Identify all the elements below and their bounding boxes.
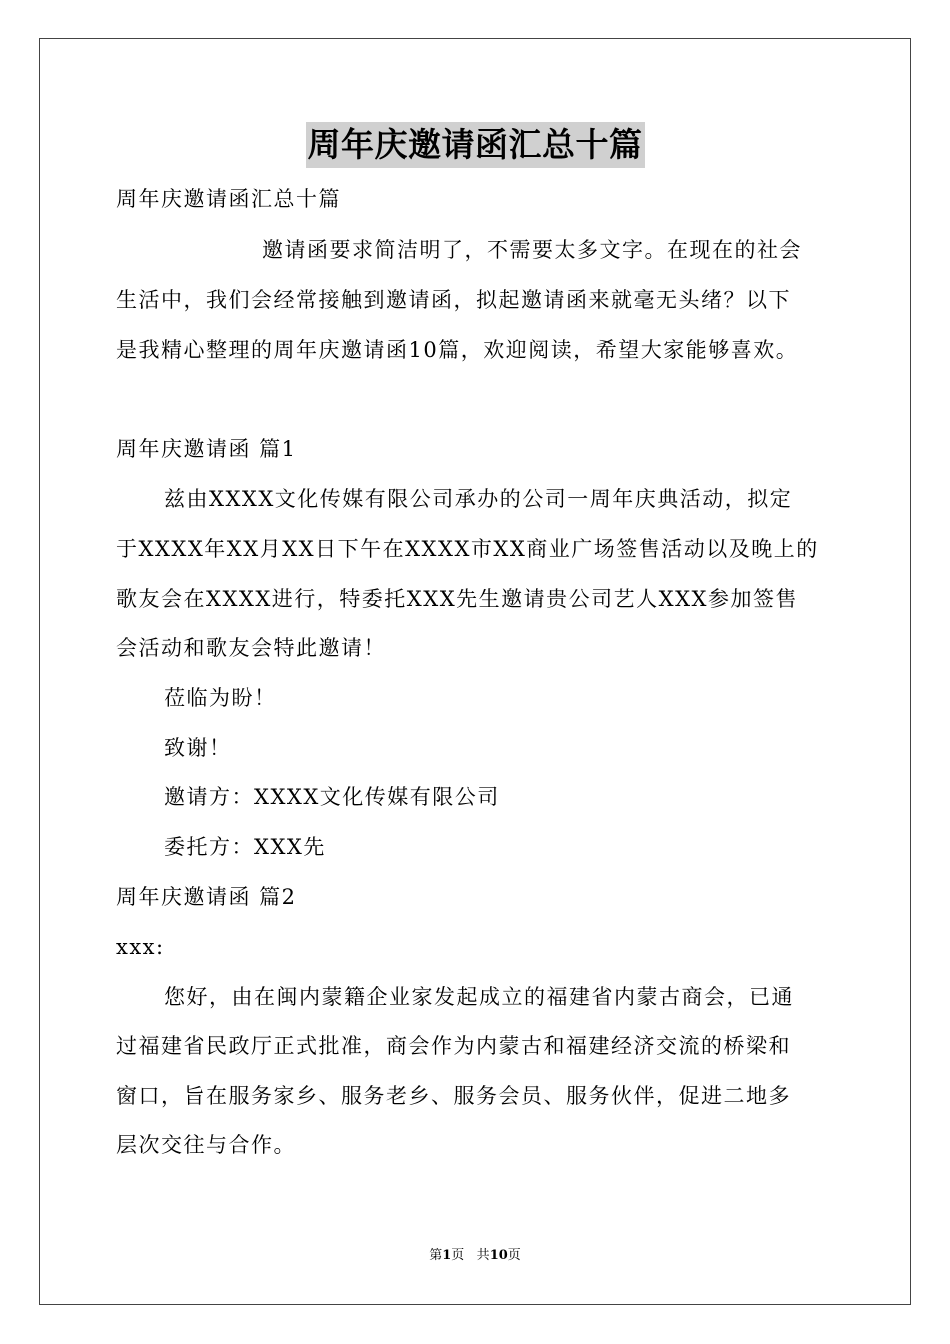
section2-body-line-3: 窗口，旨在服务家乡、服务老乡、服务会员、服务伙伴，促进二地多 — [116, 1084, 791, 1108]
section1-body-line-1: 兹由XXXX文化传媒有限公司承办的公司一周年庆典活动，拟定 — [164, 487, 793, 511]
page-label-suffix: 页 — [451, 1248, 465, 1263]
page-footer — [0, 1246, 950, 1266]
section2-body-line-2: 过福建省民政厅正式批准，商会作为内蒙古和福建经济交流的桥梁和 — [116, 1034, 791, 1058]
title-wrapper — [0, 122, 950, 168]
total-prefix: 共 — [476, 1248, 490, 1263]
intro-line-2: 生活中，我们会经常接触到邀请函，拟起邀请函来就毫无头绪？以下 — [116, 288, 791, 312]
section1-closing-2: 致谢！ — [164, 736, 232, 760]
section1-trustee: 委托方：XXX先 — [164, 835, 326, 859]
subtitle: 周年庆邀请函汇总十篇 — [116, 187, 341, 211]
section1-body-line-3: 歌友会在XXXX进行，特委托XXX先生邀请贵公司艺人XXX参加签售 — [116, 587, 798, 611]
section2-salutation: xxx: — [116, 935, 165, 959]
section2-body-line-1: 您好，由在闽内蒙籍企业家发起成立的福建省内蒙古商会，已通 — [164, 985, 794, 1009]
section1-heading: 周年庆邀请函 篇1 — [116, 437, 297, 461]
total-pages: 10 — [489, 1248, 508, 1263]
page-border — [39, 38, 911, 1305]
page-number: 1 — [442, 1248, 452, 1263]
document-title: 周年庆邀请函汇总十篇 — [306, 122, 645, 168]
intro-line-1: 邀请函要求简洁明了，不需要太多文字。在现在的社会 — [262, 238, 802, 262]
section1-inviter: 邀请方：XXXX文化传媒有限公司 — [164, 785, 500, 809]
section1-body-line-2: 于XXXX年XX月XX日下午在XXXX市XX商业广场签售活动以及晚上的 — [116, 537, 819, 561]
total-suffix: 页 — [507, 1248, 521, 1263]
page-label-prefix: 第 — [429, 1248, 443, 1263]
section2-body-line-4: 层次交往与合作。 — [116, 1133, 296, 1157]
section2-heading: 周年庆邀请函 篇2 — [116, 885, 297, 909]
intro-line-3: 是我精心整理的周年庆邀请函10篇，欢迎阅读，希望大家能够喜欢。 — [116, 338, 799, 362]
section1-body-line-4: 会活动和歌友会特此邀请！ — [116, 636, 386, 660]
section1-closing-1: 莅临为盼！ — [164, 686, 277, 710]
